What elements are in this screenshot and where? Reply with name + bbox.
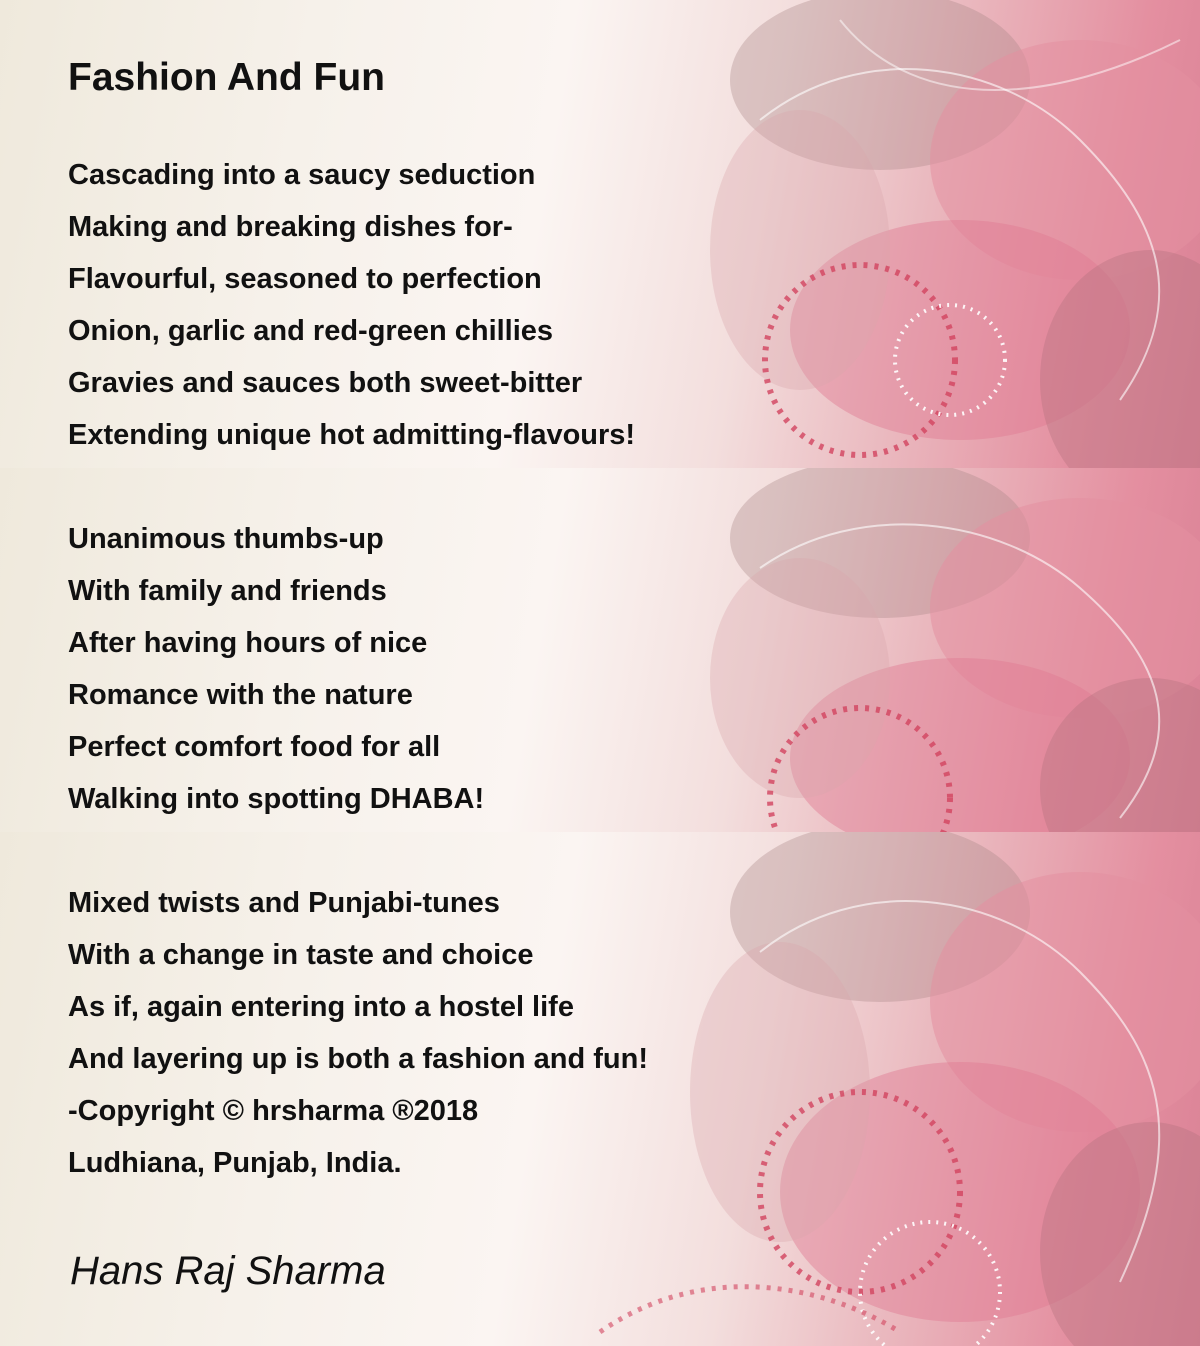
poem-stanza bbox=[68, 513, 484, 825]
poem-line: Extending unique hot admitting-flavours! bbox=[68, 419, 636, 451]
location-line: Ludhiana, Punjab, India. bbox=[68, 1147, 402, 1179]
poem-line: Making and breaking dishes for- bbox=[68, 211, 513, 243]
poem-line: Onion, garlic and red-green chillies bbox=[68, 315, 554, 347]
copyright-line: -Copyright © hrsharma ®2018 bbox=[68, 1095, 479, 1127]
poem-line: With family and friends bbox=[68, 575, 387, 607]
poem-line: And layering up is both a fashion and fun! bbox=[68, 1043, 648, 1075]
poem-line: Unanimous thumbs-up bbox=[68, 523, 384, 555]
poem-title: Fashion And Fun bbox=[68, 56, 386, 99]
poem-author: Hans Raj Sharma bbox=[70, 1249, 386, 1293]
poem-content bbox=[68, 0, 1168, 1346]
poem-line: Perfect comfort food for all bbox=[68, 731, 441, 763]
poem-line: After having hours of nice bbox=[68, 627, 428, 659]
poem-line: Cascading into a saucy seduction bbox=[68, 159, 536, 191]
poem-line: With a change in taste and choice bbox=[68, 939, 534, 971]
poem-stanza bbox=[68, 149, 635, 461]
poem-line: Mixed twists and Punjabi-tunes bbox=[68, 887, 500, 919]
poem-line: Gravies and sauces both sweet-bitter bbox=[68, 367, 583, 399]
poem-line: Flavourful, seasoned to perfection bbox=[68, 263, 542, 295]
poem-line: Romance with the nature bbox=[68, 679, 413, 711]
poem-line: Walking into spotting DHABA! bbox=[68, 783, 485, 815]
poem-line: As if, again entering into a hostel life bbox=[68, 991, 574, 1023]
poem-stanza bbox=[68, 877, 648, 1189]
